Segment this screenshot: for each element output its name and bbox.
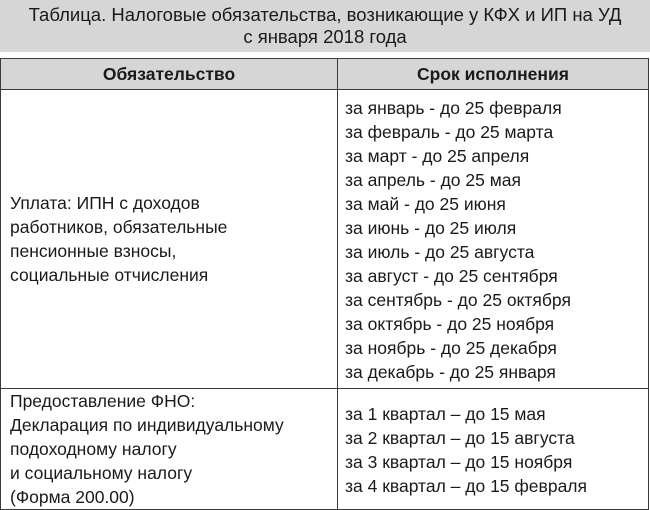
deadline-line: за декабрь - до 25 января (345, 362, 556, 382)
header-row (1, 59, 649, 90)
deadline-line: за май - до 25 июня (345, 194, 506, 214)
deadline-line: за август - до 25 сентября (345, 266, 558, 286)
header-obligation: Обязательство (1, 59, 338, 90)
deadline-line: за 4 квартал – до 15 февраля (345, 476, 587, 496)
deadline-line: за июль - до 25 августа (345, 242, 535, 262)
header-deadline: Срок исполнения (338, 59, 649, 90)
deadline-line: за 2 квартал – до 15 августа (345, 428, 575, 448)
obligation-line: социальные отчисления (10, 265, 209, 285)
deadline-line: за 3 квартал – до 15 ноября (345, 452, 573, 472)
tax-obligations-table (0, 58, 649, 510)
caption-line-2: с января 2018 года (243, 26, 407, 47)
obligation-cell (1, 389, 338, 510)
deadline-line: за сентябрь - до 25 октября (345, 290, 571, 310)
deadline-line: за октябрь - до 25 ноября (345, 314, 555, 334)
obligation-line: и социальному налогу (10, 463, 193, 483)
obligation-line: Уплата: ИПН с доходов (10, 193, 200, 213)
deadline-line: за 1 квартал – до 15 мая (345, 404, 546, 424)
caption-line-1: Таблица. Налоговые обязательства, возникающие у КФХ и ИП на УД (28, 4, 622, 25)
table-row (1, 389, 649, 510)
deadline-line: за март - до 25 апреля (345, 146, 530, 166)
deadline-line: за февраль - до 25 марта (345, 122, 554, 142)
obligation-line: Декларация по индивидуальному (10, 415, 284, 435)
obligation-line: подоходному налогу (10, 439, 177, 459)
obligation-line: работников, обязательные (10, 217, 228, 237)
deadline-line: за июнь - до 25 июля (345, 218, 517, 238)
deadline-line: за январь - до 25 февраля (345, 98, 562, 118)
obligation-line: пенсионные взносы, (10, 241, 177, 261)
obligation-cell (1, 90, 338, 389)
obligation-line: Предоставление ФНО: (10, 391, 196, 411)
deadline-cell (338, 90, 649, 389)
table-row (1, 90, 649, 389)
obligation-line: (Форма 200.00) (10, 487, 135, 507)
deadline-cell (338, 389, 649, 510)
deadline-line: за ноябрь - до 25 декабря (345, 338, 557, 358)
table-caption (0, 0, 650, 52)
deadline-line: за апрель - до 25 мая (345, 170, 521, 190)
